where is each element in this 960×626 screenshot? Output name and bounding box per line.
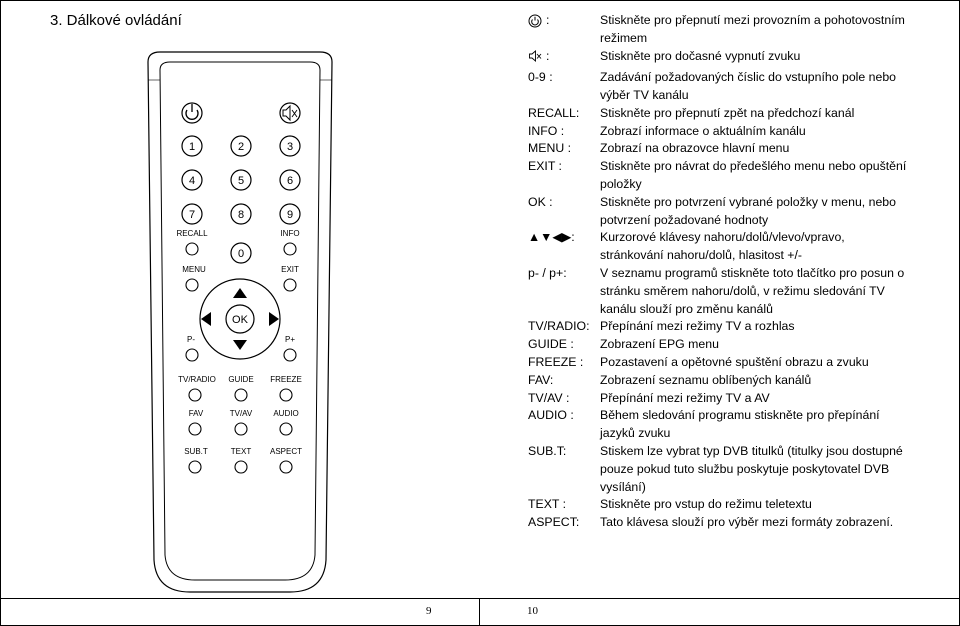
number-button-5[interactable] bbox=[231, 170, 251, 190]
legend-row-mute: : Stiskněte pro dočasné vypnutí zvuku bbox=[528, 48, 913, 70]
legend-row-audio: AUDIO : Během sledování programu stiskněte pro přepínání jazyků zvuku bbox=[528, 408, 880, 441]
legend-row-subt: SUB.T: Stiskem lze vybrat typ DVB titulků (titulky jsou dostupné pouze pokud tuto službu poskytuje poskytovatel DVB vysílání) bbox=[528, 444, 903, 494]
number-button-9[interactable] bbox=[280, 204, 300, 224]
legend-row-arrows: ▲▼◀▶: Kurzorové klávesy nahoru/dolů/vlevo/vpravo, stránkování nahoru/dolů, hlasitost +/- bbox=[528, 230, 845, 263]
info-label: INFO bbox=[280, 229, 300, 238]
number-button-2[interactable] bbox=[231, 136, 251, 156]
fav-label: FAV bbox=[188, 409, 204, 418]
p-minus-button[interactable] bbox=[186, 349, 198, 361]
ok-button[interactable] bbox=[226, 305, 254, 333]
legend-row-recall: RECALL: Stiskněte pro přepnutí zpět na předchozí kanál bbox=[528, 105, 855, 120]
legend-row-page: p- / p+: V seznamu programů stiskněte toto tlačítko pro posun o stránku směrem nahoru/dolů, v režimu sledování TV kanálu slouží pro změnu kanálů bbox=[528, 266, 905, 316]
legend-row-ok: OK : Stiskněte pro potvrzení vybrané položky v menu, nebo potvrzení požadované hodnoty bbox=[528, 194, 896, 227]
legend-row-guide: GUIDE : Zobrazení EPG menu bbox=[528, 337, 719, 352]
fav-button[interactable] bbox=[189, 423, 201, 435]
legend-row-tv-radio: TV/RADIO: Přepínání mezi režimy TV a rozhlas bbox=[528, 319, 795, 334]
tv-av-label: TV/AV bbox=[229, 409, 253, 418]
legend-row-aspect: ASPECT: Tato klávesa slouží pro výběr mezi formáty zobrazení. bbox=[528, 515, 894, 530]
legend-row-menu: MENU : Zobrazí na obrazovce hlavní menu bbox=[528, 141, 790, 156]
recall-button[interactable] bbox=[186, 243, 198, 255]
menu-label: MENU bbox=[182, 265, 206, 274]
power-icon bbox=[528, 14, 542, 28]
svg-text:5: 5 bbox=[237, 175, 245, 187]
tv-radio-button[interactable] bbox=[189, 389, 201, 401]
number-button-1[interactable] bbox=[182, 136, 202, 156]
svg-text:3: 3 bbox=[286, 141, 294, 153]
number-button-6[interactable] bbox=[280, 170, 300, 190]
legend-row-text: TEXT : Stiskněte pro vstup do režimu teletextu bbox=[528, 497, 812, 512]
p-minus-label: P- bbox=[187, 335, 195, 344]
subt-button[interactable] bbox=[189, 461, 201, 473]
freeze-label: FREEZE bbox=[270, 375, 302, 384]
freeze-button[interactable] bbox=[280, 389, 292, 401]
page-title: 3. Dálkové ovládání bbox=[50, 12, 182, 29]
number-button-7[interactable] bbox=[182, 204, 202, 224]
exit-label: EXIT bbox=[281, 265, 299, 274]
info-button[interactable] bbox=[284, 243, 296, 255]
aspect-button[interactable] bbox=[280, 461, 292, 473]
legend-row-tv-av: TV/AV : Přepínání mezi režimy TV a AV bbox=[528, 390, 770, 405]
tv-radio-label: TV/RADIO bbox=[178, 375, 216, 384]
text-button[interactable] bbox=[235, 461, 247, 473]
audio-button[interactable] bbox=[280, 423, 292, 435]
svg-text:9: 9 bbox=[286, 209, 294, 221]
exit-button[interactable] bbox=[284, 279, 296, 291]
svg-text:1: 1 bbox=[188, 141, 196, 153]
number-button-3[interactable] bbox=[280, 136, 300, 156]
audio-label: AUDIO bbox=[273, 409, 299, 418]
tv-av-button[interactable] bbox=[235, 423, 247, 435]
number-button-8[interactable] bbox=[231, 204, 251, 224]
svg-text:7: 7 bbox=[188, 209, 196, 221]
guide-label: GUIDE bbox=[228, 375, 254, 384]
menu-button[interactable] bbox=[186, 279, 198, 291]
legend-row-exit: EXIT : Stiskněte pro návrat do předešlého menu nebo opuštění položky bbox=[528, 159, 907, 192]
power-button[interactable] bbox=[182, 103, 202, 123]
legend-row-power: : Stiskněte pro přepnutí mezi provozním a pohotovostním režimem bbox=[528, 12, 913, 48]
mute-button[interactable] bbox=[280, 103, 300, 123]
mute-icon bbox=[528, 49, 542, 63]
legend-row-freeze: FREEZE : Pozastavení a opětovné spuštění obrazu a zvuku bbox=[528, 355, 869, 370]
recall-label: RECALL bbox=[176, 229, 208, 238]
p-plus-button[interactable] bbox=[284, 349, 296, 361]
legend-row-fav: FAV: Zobrazení seznamu oblíbených kanálů bbox=[528, 372, 812, 387]
number-button-4[interactable] bbox=[182, 170, 202, 190]
number-button-0[interactable] bbox=[231, 243, 251, 263]
text-label: TEXT bbox=[230, 447, 252, 456]
aspect-label: ASPECT bbox=[269, 447, 303, 456]
page-split-line bbox=[479, 598, 480, 626]
svg-text:0: 0 bbox=[237, 248, 245, 260]
page-number-left: 9 bbox=[426, 605, 432, 617]
svg-text:6: 6 bbox=[286, 175, 294, 187]
guide-button[interactable] bbox=[235, 389, 247, 401]
svg-text:OK: OK bbox=[232, 314, 248, 326]
page-number-right: 10 bbox=[527, 605, 538, 617]
svg-text:2: 2 bbox=[237, 141, 245, 153]
p-plus-label: P+ bbox=[284, 335, 296, 344]
svg-text:8: 8 bbox=[237, 209, 245, 221]
legend-row-info: INFO : Zobrazí informace o aktuálním kanálu bbox=[528, 123, 806, 138]
footer-divider bbox=[0, 598, 960, 599]
subt-label: SUB.T bbox=[184, 447, 208, 456]
svg-text:4: 4 bbox=[188, 175, 196, 187]
remote-control-illustration bbox=[140, 40, 340, 610]
legend-row-digits: 0-9 : Zadávání požadovaných číslic do vstupního pole nebo výběr TV kanálu bbox=[528, 70, 897, 103]
key-legend bbox=[528, 12, 913, 532]
